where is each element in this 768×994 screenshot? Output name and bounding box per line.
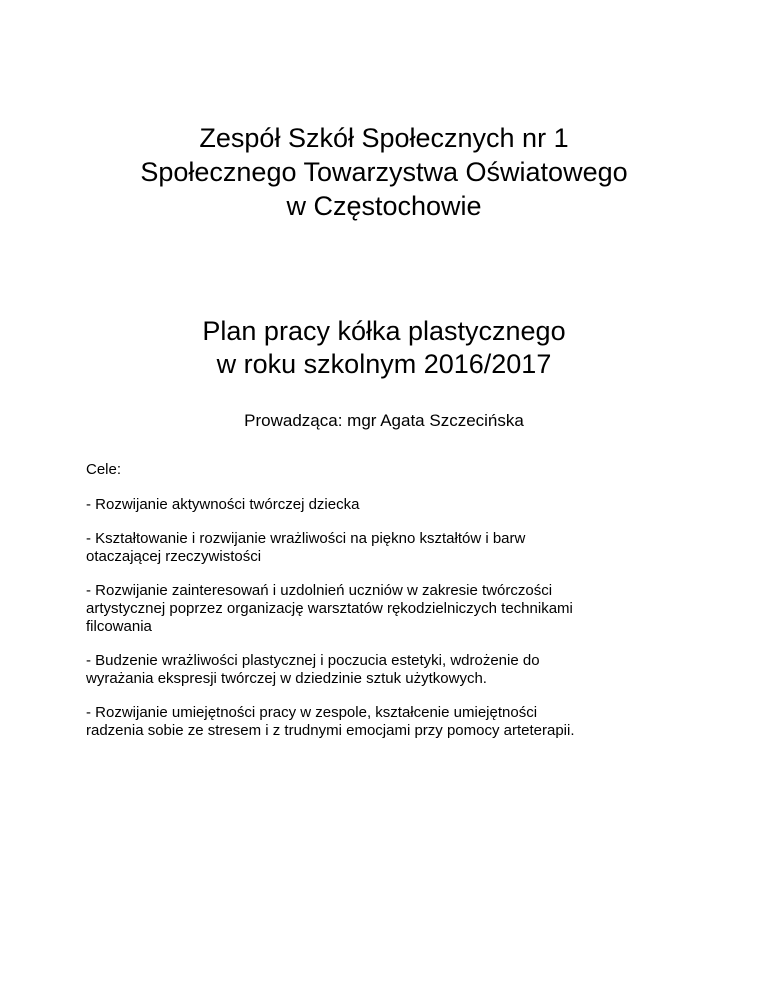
goals-list	[86, 496, 686, 756]
school-name-heading	[0, 121, 768, 223]
school-name-line: w Częstochowie	[286, 191, 482, 221]
plan-title-line: Plan pracy kółka plastycznego	[202, 316, 566, 346]
plan-title	[0, 315, 768, 381]
goal-item: - Rozwijanie aktywności twórczej dziecka	[86, 496, 360, 513]
goal-item: - Rozwijanie zainteresowań i uzdolnień uczniów w zakresie twórczości artystycznej poprzez organizację warsztatów rękodzielniczych technikami filcowania	[86, 582, 573, 635]
goal-item: - Rozwijanie umiejętności pracy w zespole, kształcenie umiejętności radzenia sobie ze stresem i z trudnymi emocjami przy pomocy arteterapii.	[86, 704, 575, 739]
goal-item: - Kształtowanie i rozwijanie wrażliwości na piękno kształtów i barw otaczającej rzeczywistości	[86, 530, 526, 565]
school-name-line: Zespół Szkół Społecznych nr 1	[199, 123, 569, 153]
teacher-name: Prowadząca: mgr Agata Szczecińska	[244, 411, 524, 430]
goal-item: - Budzenie wrażliwości plastycznej i poczucia estetyki, wdrożenie do wyrażania ekspresji twórczej w dziedzinie sztuk użytkowych.	[86, 652, 540, 687]
school-name-line: Społecznego Towarzystwa Oświatowego	[140, 157, 628, 187]
plan-title-line: w roku szkolnym 2016/2017	[216, 349, 552, 379]
goals-heading: Cele:	[86, 461, 122, 478]
